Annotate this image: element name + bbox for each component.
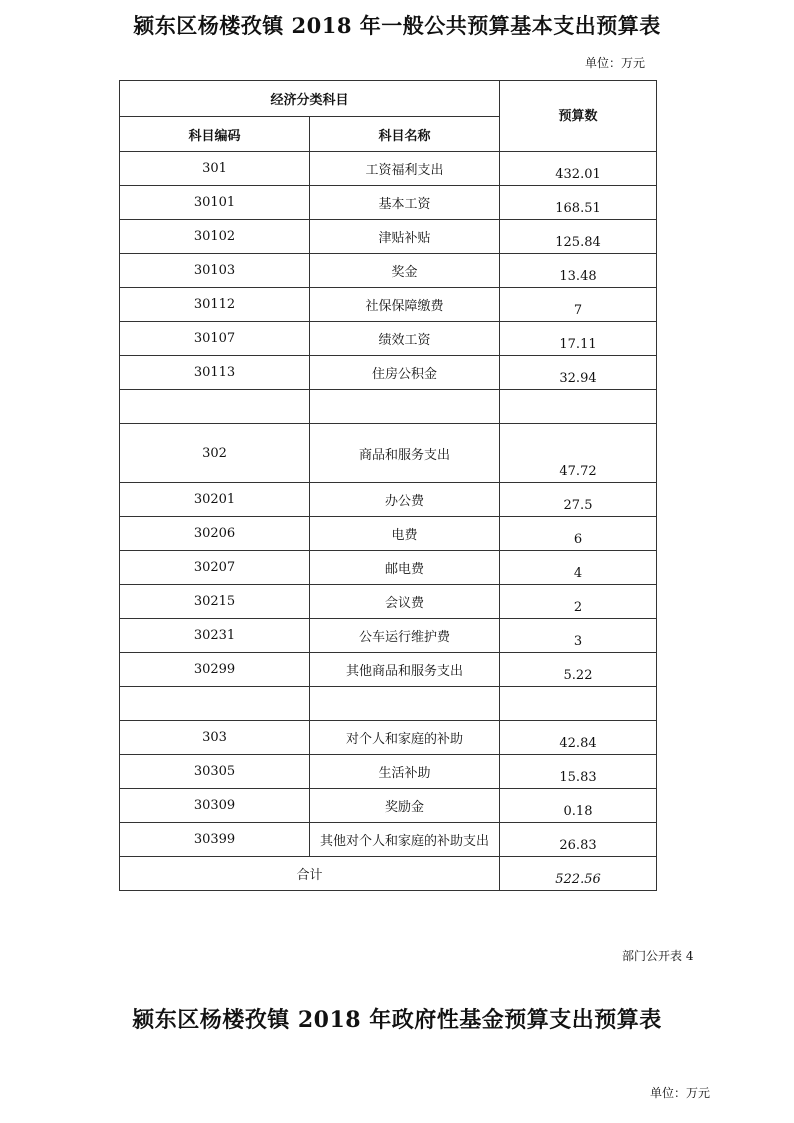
row-code: 303 [120, 721, 310, 755]
table-row [120, 186, 657, 220]
blank-cell [310, 687, 500, 721]
table-row [120, 288, 657, 322]
row-name: 邮电费 [310, 551, 500, 585]
header-name: 科目名称 [310, 117, 500, 152]
row-value: 47.72 [500, 424, 657, 483]
blank-cell [500, 390, 657, 424]
row-name: 奖励金 [310, 789, 500, 823]
table-row [120, 356, 657, 390]
row-code: 30102 [120, 220, 310, 254]
blank-cell [310, 390, 500, 424]
row-name: 住房公积金 [310, 356, 500, 390]
row-code: 30299 [120, 653, 310, 687]
table-row [120, 152, 657, 186]
public-table-number: 部门公开表 4 [622, 949, 694, 963]
blank-cell [120, 390, 310, 424]
table-row [120, 721, 657, 755]
table-row [120, 653, 657, 687]
row-name: 商品和服务支出 [310, 424, 500, 483]
page-title: 颍东区杨楼孜镇 2018 年一般公共预算基本支出预算表 [133, 13, 661, 38]
row-name: 绩效工资 [310, 322, 500, 356]
header-budget: 预算数 [500, 81, 657, 152]
row-name: 电费 [310, 517, 500, 551]
row-value: 5.22 [500, 653, 657, 687]
row-value: 13.48 [500, 254, 657, 288]
table-row [120, 220, 657, 254]
table-row [120, 619, 657, 653]
total-row [120, 857, 657, 891]
row-code: 30206 [120, 517, 310, 551]
row-value: 168.51 [500, 186, 657, 220]
unit-label-2: 单位：万元 [650, 1086, 711, 1100]
row-name: 公车运行维护费 [310, 619, 500, 653]
blank-cell [500, 687, 657, 721]
row-value: 6 [500, 517, 657, 551]
row-value: 15.83 [500, 755, 657, 789]
row-value: 17.11 [500, 322, 657, 356]
blank-row [120, 390, 657, 424]
row-value: 42.84 [500, 721, 657, 755]
header-code: 科目编码 [120, 117, 310, 152]
row-value: 7 [500, 288, 657, 322]
row-value: 432.01 [500, 152, 657, 186]
row-value: 2 [500, 585, 657, 619]
row-name: 其他商品和服务支出 [310, 653, 500, 687]
row-value: 4 [500, 551, 657, 585]
row-value: 3 [500, 619, 657, 653]
row-name: 对个人和家庭的补助 [310, 721, 500, 755]
row-code: 30201 [120, 483, 310, 517]
row-name: 社保保障缴费 [310, 288, 500, 322]
table-row [120, 254, 657, 288]
row-code: 30305 [120, 755, 310, 789]
table-row [120, 322, 657, 356]
row-value: 125.84 [500, 220, 657, 254]
row-code: 30207 [120, 551, 310, 585]
row-code: 30107 [120, 322, 310, 356]
table-row [120, 551, 657, 585]
row-code: 302 [120, 424, 310, 483]
table-row [120, 585, 657, 619]
row-code: 30103 [120, 254, 310, 288]
table-row [120, 755, 657, 789]
row-name: 办公费 [310, 483, 500, 517]
row-value: 27.5 [500, 483, 657, 517]
row-code: 301 [120, 152, 310, 186]
row-value: 32.94 [500, 356, 657, 390]
row-name: 其他对个人和家庭的补助支出 [310, 823, 500, 857]
row-code: 30112 [120, 288, 310, 322]
header-economic-category: 经济分类科目 [120, 81, 500, 117]
row-code: 30101 [120, 186, 310, 220]
row-value: 0.18 [500, 789, 657, 823]
row-name: 津贴补贴 [310, 220, 500, 254]
total-label: 合计 [120, 857, 500, 891]
row-name: 会议费 [310, 585, 500, 619]
row-code: 30231 [120, 619, 310, 653]
row-code: 30113 [120, 356, 310, 390]
table-row [120, 823, 657, 857]
second-title: 颍东区杨楼孜镇 2018 年政府性基金预算支出预算表 [132, 1007, 662, 1033]
row-code: 30399 [120, 823, 310, 857]
table-row [120, 483, 657, 517]
row-name: 工资福利支出 [310, 152, 500, 186]
total-value: 522.56 [500, 857, 657, 891]
table-row [120, 517, 657, 551]
budget-table [119, 80, 657, 891]
blank-cell [120, 687, 310, 721]
blank-row [120, 687, 657, 721]
row-name: 生活补助 [310, 755, 500, 789]
row-name: 基本工资 [310, 186, 500, 220]
unit-label: 单位：万元 [585, 56, 646, 70]
row-code: 30215 [120, 585, 310, 619]
row-value: 26.83 [500, 823, 657, 857]
row-name: 奖金 [310, 254, 500, 288]
table-row [120, 424, 657, 483]
table-row [120, 789, 657, 823]
row-code: 30309 [120, 789, 310, 823]
